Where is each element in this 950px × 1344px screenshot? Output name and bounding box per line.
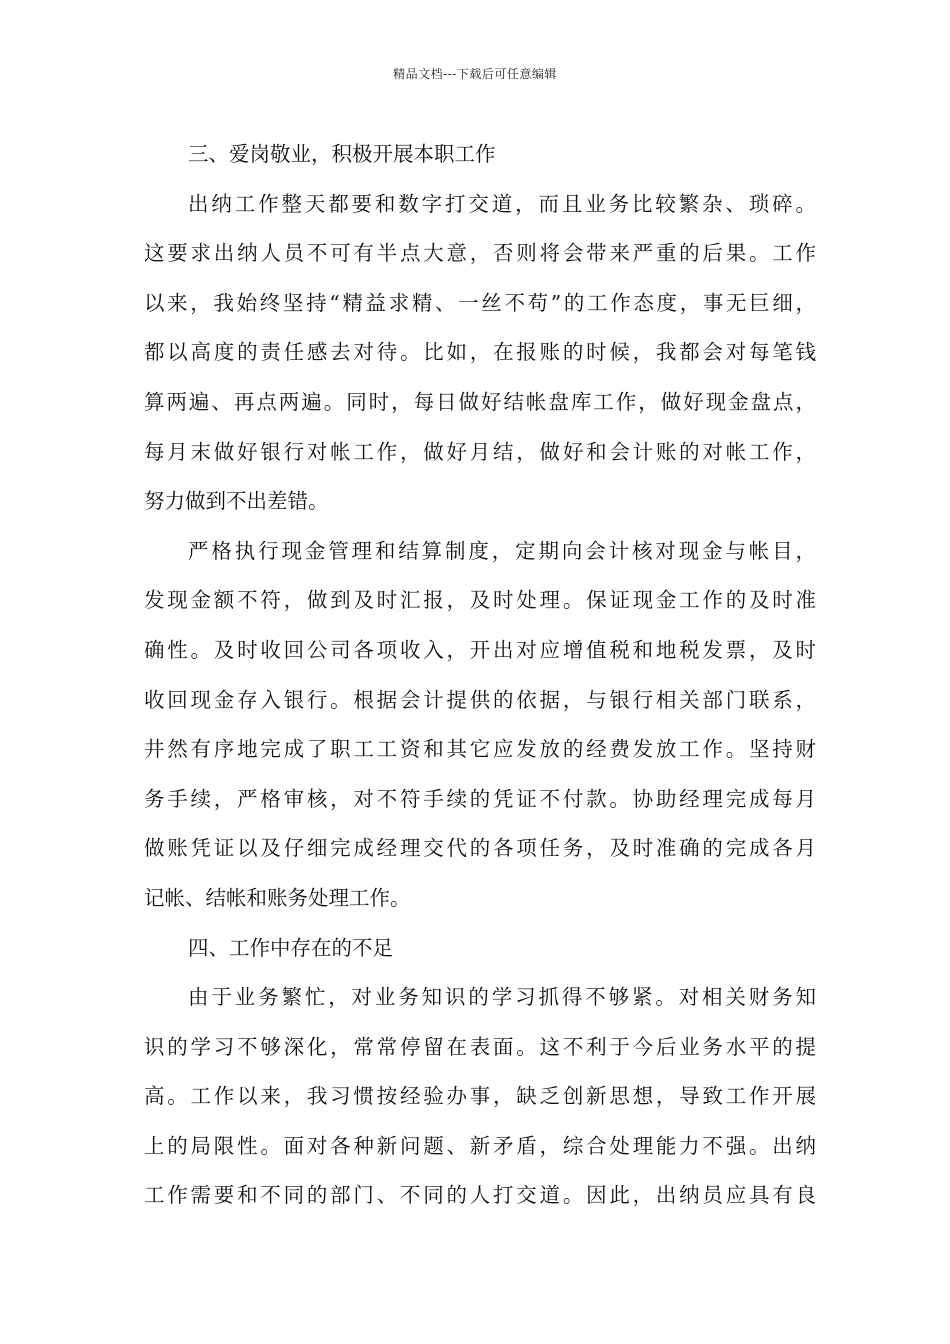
text-line: 确性。及时收回公司各项收入，开出对应增值税和地税发票，及时: [144, 637, 816, 662]
text-line: 出纳工作整天都要和数字打交道，而且业务比较繁杂、琐碎。: [188, 191, 816, 216]
text-line: 都以高度的责任感去对待。比如，在报账的时候，我都会对每笔钱: [144, 340, 816, 365]
text-line: 识的学习不够深化，常常停留在表面。这不利于今后业务水平的提: [144, 1034, 816, 1059]
text-line: 这要求出纳人员不可有半点大意，否则将会带来严重的后果。工作: [144, 241, 816, 266]
text-line: 算两遍、再点两遍。同时，每日做好结帐盘库工作，做好现金盘点，: [144, 389, 816, 414]
text-line: 工作需要和不同的部门、不同的人打交道。因此，出纳员应具有良: [144, 1183, 816, 1208]
text-line: 四、工作中存在的不足: [188, 935, 393, 960]
text-line: 严格执行现金管理和结算制度，定期向会计核对现金与帐目，: [188, 538, 816, 563]
text-line: 以来，我始终坚持“精益求精、一丝不苟”的工作态度，事无巨细，: [144, 290, 816, 315]
text-line: 上的局限性。面对各种新问题、新矛盾，综合处理能力不强。出纳: [144, 1133, 816, 1158]
text-line: 收回现金存入银行。根据会计提供的依据，与银行相关部门联系，: [144, 687, 816, 712]
text-line: 由于业务繁忙，对业务知识的学习抓得不够紧。对相关财务知: [188, 985, 816, 1010]
document-body: [144, 130, 816, 1221]
text-line: 记帐、结帐和账务处理工作。: [144, 885, 411, 910]
text-line: 每月末做好银行对帐工作，做好月结，做好和会计账的对帐工作，: [144, 439, 816, 464]
text-line: 高。工作以来，我习惯按经验办事，缺乏创新思想，导致工作开展: [144, 1084, 816, 1109]
text-line: 努力做到不出差错。: [144, 489, 329, 514]
text-line: 务手续，严格审核，对不符手续的凭证不付款。协助经理完成每月: [144, 786, 816, 811]
text-line: 三、爱岗敬业，积极开展本职工作: [188, 142, 496, 166]
page-header: 精品文档---下载后可任意编辑: [393, 67, 557, 81]
text-line: 井然有序地完成了职工工资和其它应发放的经费发放工作。坚持财: [144, 737, 816, 762]
text-line: 做账凭证以及仔细完成经理交代的各项任务，及时准确的完成各月: [144, 836, 816, 861]
text-line: 发现金额不符，做到及时汇报，及时处理。保证现金工作的及时准: [144, 588, 816, 613]
